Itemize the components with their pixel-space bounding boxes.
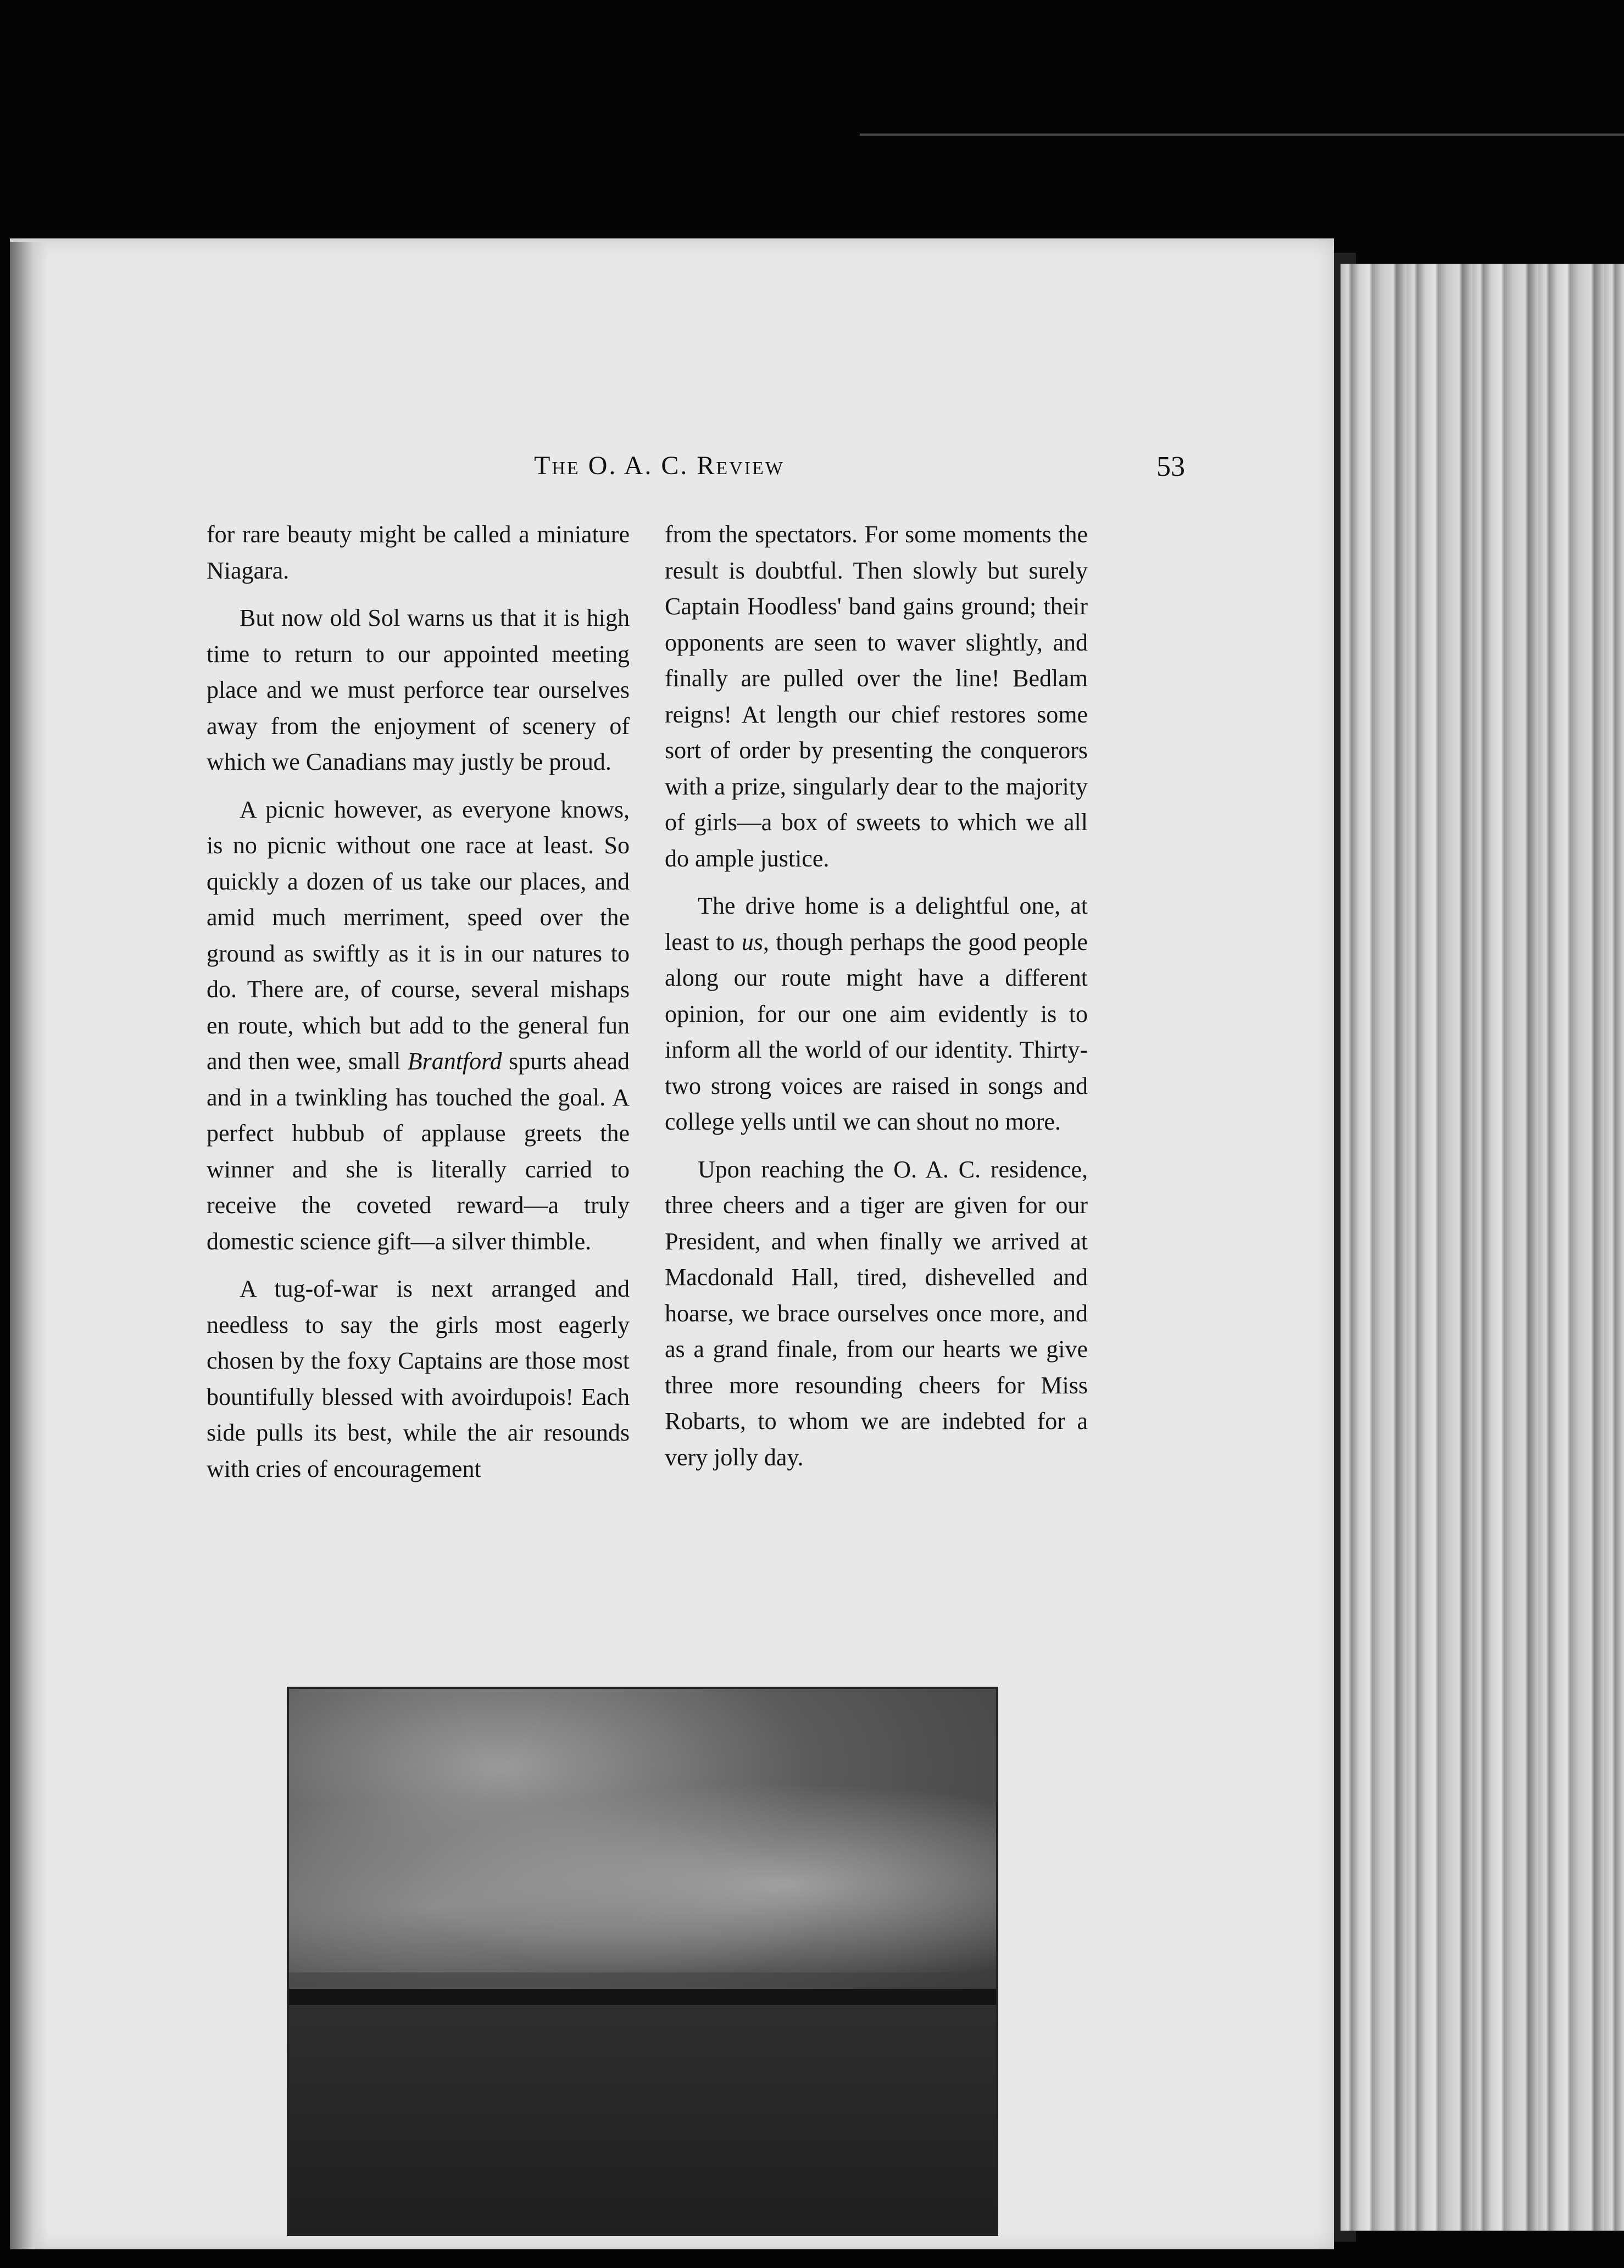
page-number: 53 [1156, 451, 1185, 482]
landscape-photo [287, 1687, 998, 2236]
right-column [665, 516, 1088, 1475]
paragraph-text: , though perhaps the good people along our route might have a different opinion, for our one aim evidently is to inform all the world of our identity. Thirty-two strong voices are raised in songs and college yells until we can shout no more. [665, 928, 1088, 1135]
top-rule-line [860, 134, 1624, 136]
paragraph-text: A picnic however, as everyone knows, is no picnic without one race at least. So quickly a dozen of us take our places, and amid much merriment, speed over the ground as swiftly as it is in our natures to do. There are, of course, several mishaps en route, which but add to the general fun and then wee, small [207, 796, 630, 1075]
italic-word: Brantford [407, 1048, 502, 1075]
spine-shadow [10, 242, 48, 2249]
photo-clouds [289, 1754, 996, 1972]
paragraph-text: spurts ahead and in a twinkling has touched the goal. A perfect hubbub of applause greets the winner and she is literally carried to receive the coveted reward—a truly domestic science gift—a silver thimble. [207, 1048, 630, 1255]
paragraph [207, 792, 630, 1260]
book-page-edges [1341, 264, 1624, 2231]
running-head: The O. A. C. Review [534, 451, 785, 480]
paragraph: But now old Sol warns us that it is high time to return to our appointed meeting place and we must perforce tear ourselves away from the enjoyment of scenery of which we Canadians may justly be proud. [207, 604, 630, 775]
italic-word: us [741, 928, 763, 955]
photo-shoreline [289, 1989, 996, 2005]
paragraph: for rare beauty might be called a miniature Niagara. [207, 521, 630, 584]
paragraph: A tug-of-war is next arranged and needless to say the girls most eagerly chosen by the foxy Captains are those most bountifully blessed with avoirdupois! Each side pulls its best, while the air resounds with cries of encouragement [207, 1275, 630, 1482]
paragraph [665, 888, 1088, 1140]
left-column [207, 516, 630, 1487]
paragraph: Upon reaching the O. A. C. residence, three cheers and a tiger are given for our President, and when finally we arrived at Macdonald Hall, tired, dishevelled and hoarse, we brace ourselves once more, and as a grand finale, from our hearts we give three more resounding cheers for Miss Robarts, to whom we are indebted for a very jolly day. [665, 1155, 1088, 1471]
photo-water [289, 2005, 996, 2234]
paragraph-text: The drive home is a delightful one, at least to [665, 892, 1088, 955]
paragraph: from the spectators. For some moments the result is doubtful. Then slowly but surely Captain Hoodless' band gains ground; their opponents are seen to waver slightly, and finally are pulled over the line! Bedlam reigns! At length our chief restores some sort of order by presenting the conquerors with a prize, singularly dear to the majority of girls—a box of sweets to which we all do ample justice. [665, 521, 1088, 872]
